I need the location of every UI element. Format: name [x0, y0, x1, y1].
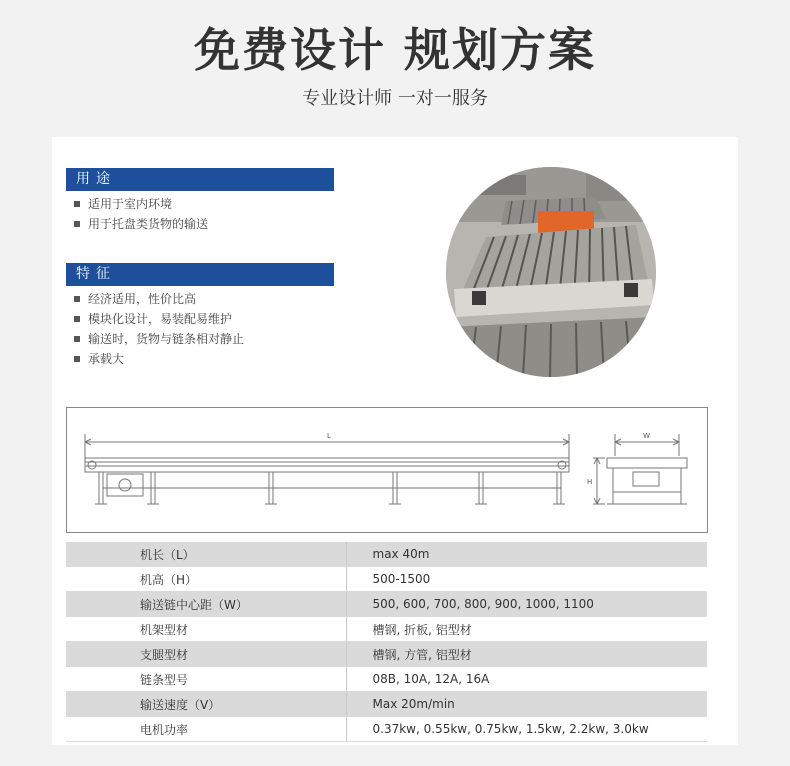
list-item: 用于托盘类货物的输送	[72, 214, 208, 234]
table-row: 输送速度（V） Max 20m/min	[66, 692, 707, 717]
bullet-icon	[74, 316, 80, 322]
list-item: 承载大	[72, 349, 244, 369]
dimension-label-height: H	[587, 478, 593, 486]
spec-table	[66, 542, 707, 742]
table-row: 电机功率 0.37kw, 0.55kw, 0.75kw, 1.5kw, 2.2kw, 3.0kw	[66, 717, 707, 742]
bullet-icon	[74, 356, 80, 362]
usage-divider	[66, 190, 334, 191]
product-card	[52, 137, 738, 745]
conveyor-photo-illustration	[446, 167, 656, 377]
table-row: 机高（H） 500-1500	[66, 567, 707, 592]
page-title: 免费设计 规划方案	[193, 23, 596, 77]
technical-drawing	[66, 407, 708, 533]
features-heading: 特征	[66, 263, 334, 285]
usage-list	[72, 194, 208, 234]
features-list	[72, 289, 244, 369]
list-item: 输送时，货物与链条相对静止	[72, 329, 244, 349]
dimension-label-width: W	[643, 432, 650, 440]
features-divider	[66, 285, 334, 286]
table-row: 机长（L） max 40m	[66, 542, 707, 567]
bullet-icon	[74, 296, 80, 302]
usage-heading: 用途	[66, 168, 334, 190]
conveyor-photo	[446, 167, 656, 377]
table-row: 机架型材 槽钢, 折板, 铝型材	[66, 617, 707, 642]
bullet-icon	[74, 221, 80, 227]
table-row: 输送链中心距（W） 500, 600, 700, 800, 900, 1000, 1100	[66, 592, 707, 617]
list-item: 模块化设计，易装配易维护	[72, 309, 244, 329]
dimension-label-length: L	[327, 432, 331, 440]
list-item: 经济适用，性价比高	[72, 289, 244, 309]
table-row: 链条型号 08B, 10A, 12A, 16A	[66, 667, 707, 692]
bullet-icon	[74, 201, 80, 207]
table-row: 支腿型材 槽钢, 方管, 铝型材	[66, 642, 707, 667]
page-subtitle: 专业设计师 一对一服务	[302, 88, 488, 109]
list-item: 适用于室内环境	[72, 194, 208, 214]
conveyor-schematic	[67, 408, 707, 532]
bullet-icon	[74, 336, 80, 342]
